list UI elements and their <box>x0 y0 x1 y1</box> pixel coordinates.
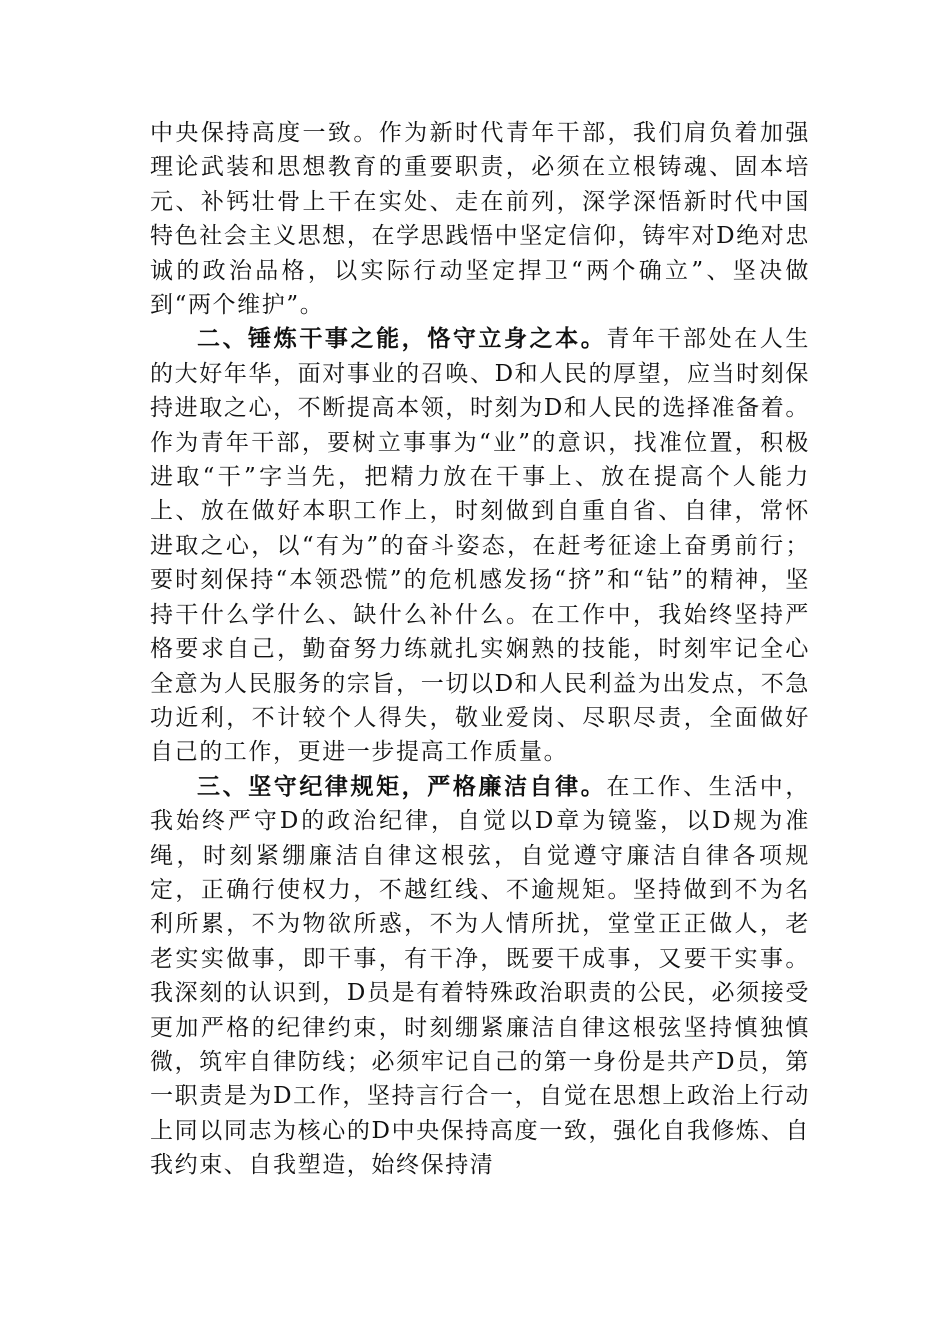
section-heading-two: 二、锤炼干事之能，恪守立身之本。 <box>197 325 607 353</box>
paragraph-continued <box>150 116 810 322</box>
paragraph-body: 在工作、生活中，我始终严守D的政治纪律，自觉以D章为镜鉴，以D规为准绳，时刻紧绷廉洁自律这根弦，自觉遵守廉洁自律各项规定，正确行使权力，不越红线、不逾规矩。坚持做到不为名利所累，不为物欲所惑，不为人情所扰，堂堂正正做人，老老实实做事，即干事，有干净，既要干成事，又要干实事。我深刻的认识到，D员是有着特殊政治职责的公民，必须接受更加严格的纪律约束，时刻绷紧廉洁自律这根弦坚持慎独慎微，筑牢自律防线；必须牢记自己的第一身份是共产D员，第一职责是为D工作，坚持言行合一，自觉在思想上政治上行动上同以同志为核心的D中央保持高度一致，强化自我修炼、自我约束、自我塑造，始终保持清 <box>150 773 810 1179</box>
section-heading-three: 三、坚守纪律规矩，严格廉洁自律。 <box>197 772 607 800</box>
paragraph-section-three <box>150 770 810 1183</box>
document-body <box>150 116 810 1183</box>
paragraph-body: 青年干部处在人生的大好年华，面对事业的召唤、D和人民的厚望，应当时刻保持进取之心，不断提高本领，时刻为D和人民的选择准备着。作为青年干部，要树立事事为“业”的意识，找准位置，积极进取“干”字当先，把精力放在干事上、放在提高个人能力上、放在做好本职工作上，时刻做到自重自省、自律，常怀进取之心，以“有为”的奋斗姿态，在赶考征途上奋勇前行；要时刻保持“本领恐慌”的危机感发扬“挤”和“钻”的精神，坚持干什么学什么、缺什么补什么。在工作中，我始终坚持严格要求自己，勤奋努力练就扎实娴熟的技能，时刻牢记全心全意为人民服务的宗旨，一切以D和人民利益为出发点，不急功近利，不计较个人得失，敬业爱岗、尽职尽责，全面做好自己的工作，更进一步提高工作质量。 <box>150 326 810 766</box>
paragraph-body: 中央保持高度一致。作为新时代青年干部，我们肩负着加强理论武装和思想教育的重要职责，必须在立根铸魂、固本培元、补钙壮骨上干在实处、走在前列，深学深悟新时代中国特色社会主义思想，在学思践悟中坚定信仰，铸牢对D绝对忠诚的政治品格，以实际行动坚定捍卫“两个确立”、坚决做到“两个维护”。 <box>150 120 810 319</box>
paragraph-section-two <box>150 322 810 769</box>
